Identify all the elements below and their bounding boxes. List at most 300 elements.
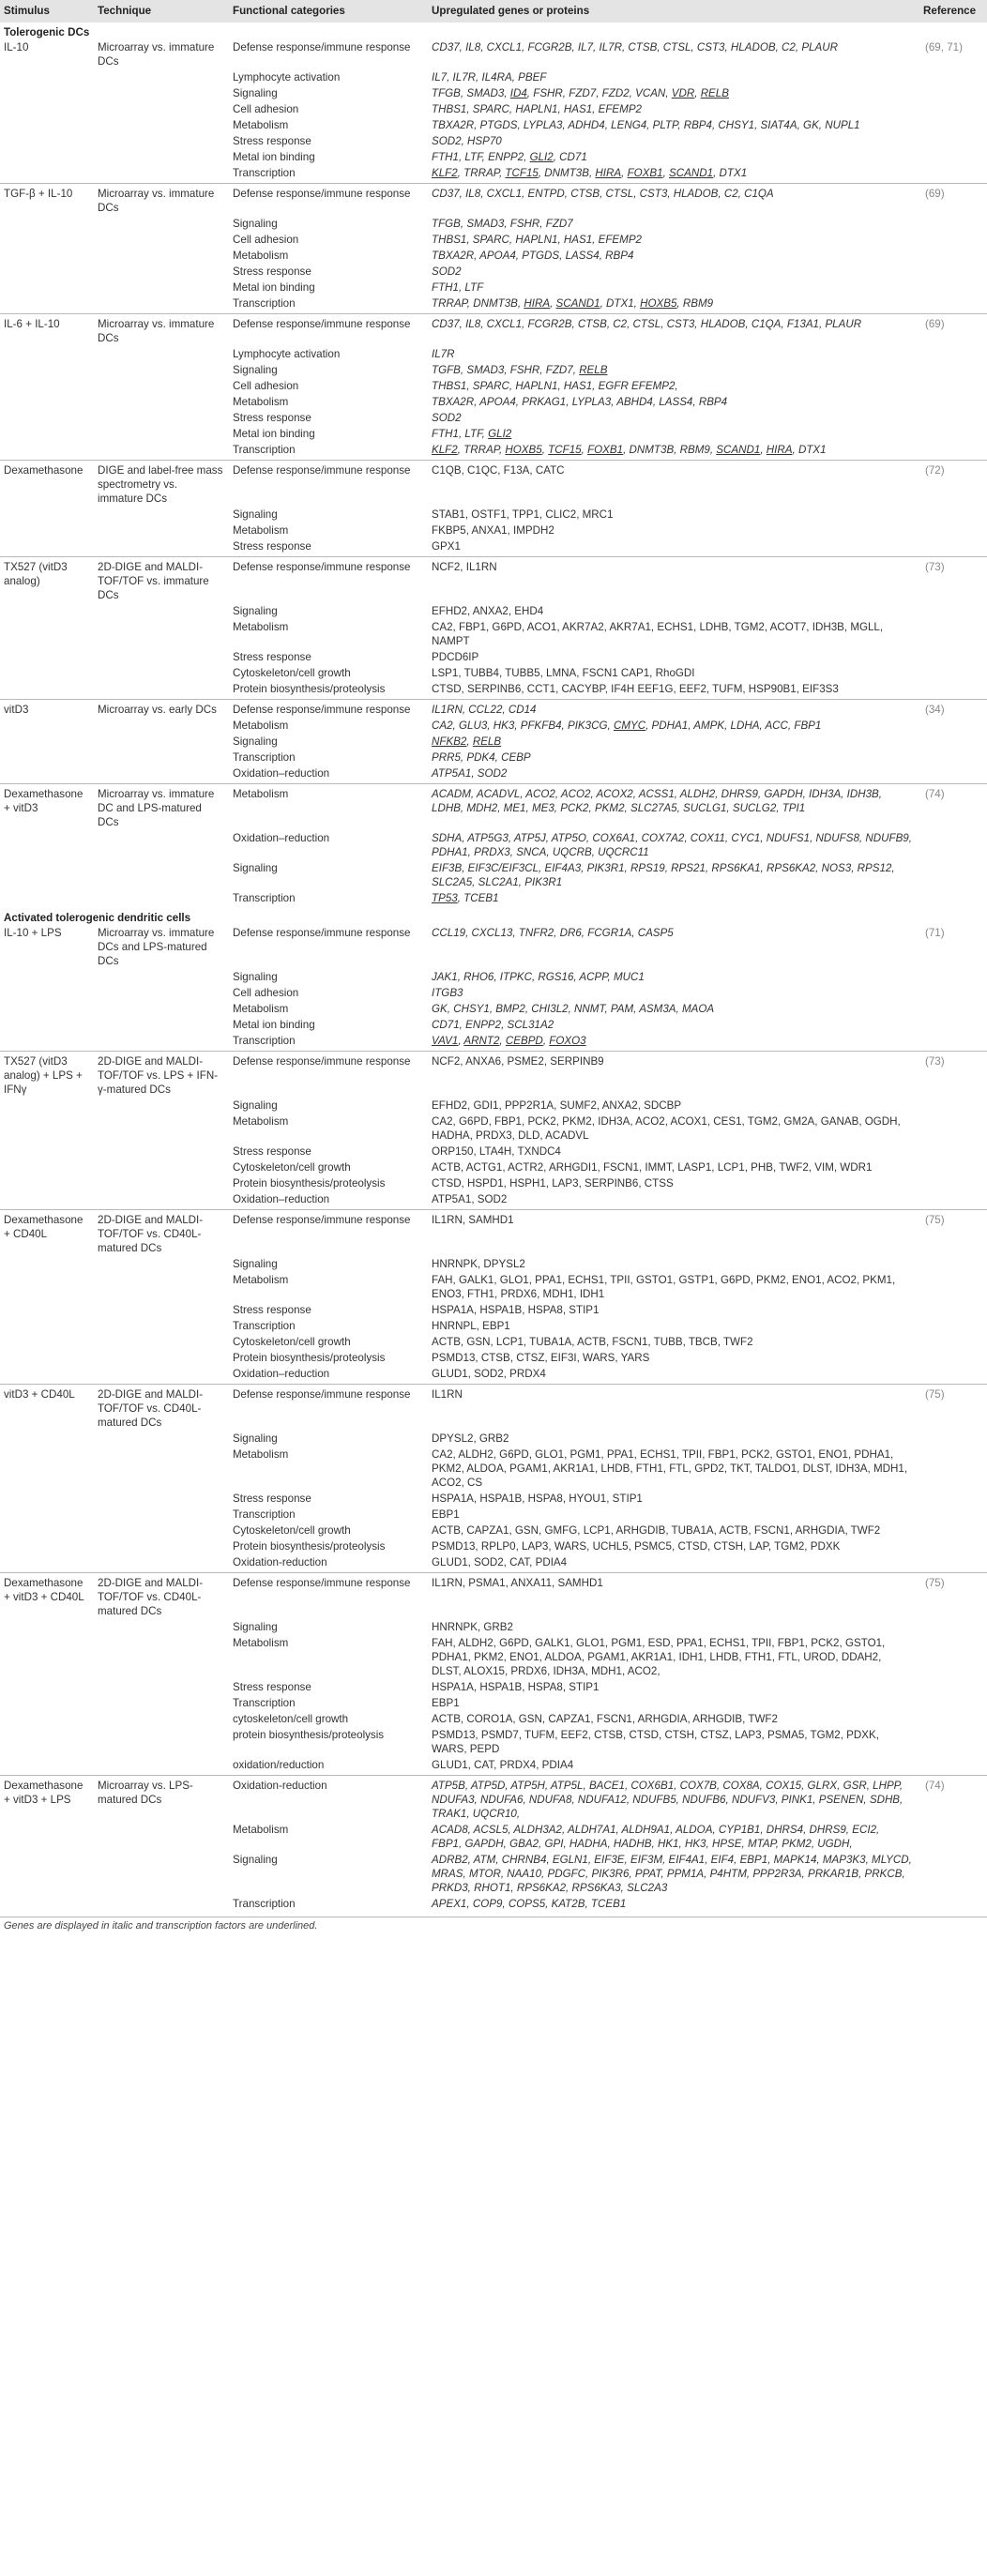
empty-cell: [0, 681, 94, 700]
reference-cell: (73): [916, 557, 987, 604]
genes-cell: FTH1, LTF, ENPP2, GLI2, CD71: [432, 151, 587, 163]
empty-cell: [916, 1175, 987, 1191]
table-row: [0, 1098, 987, 1114]
genes-cell: HSPA1A, HSPA1B, HSPA8, STIP1: [432, 1681, 600, 1693]
empty-cell: [0, 362, 94, 378]
category-cell: Signaling: [233, 1621, 278, 1633]
empty-cell: [0, 442, 94, 461]
genes-cell: ACTB, CORO1A, GSN, CAPZA1, FSCN1, ARHGDIA, ARHGDIB, TWF2: [432, 1713, 778, 1725]
category-cell: Transcription: [233, 297, 296, 310]
genes-cell: TP53, TCEB1: [432, 892, 499, 904]
technique-cell: Microarray vs. immature DCs: [94, 184, 229, 217]
empty-cell: [0, 1272, 94, 1302]
table-row: [0, 1350, 987, 1366]
category-cell: Transcription: [233, 167, 296, 179]
empty-cell: [916, 1447, 987, 1491]
empty-cell: [94, 734, 229, 750]
category-cell: Signaling: [233, 735, 278, 748]
empty-cell: [0, 1366, 94, 1385]
genes-cell: ATP5A1, SOD2: [432, 1193, 508, 1205]
empty-cell: [916, 295, 987, 314]
empty-cell: [94, 1619, 229, 1635]
empty-cell: [94, 603, 229, 619]
category-cell: Signaling: [233, 605, 278, 617]
empty-cell: [0, 1114, 94, 1144]
empty-cell: [0, 346, 94, 362]
empty-cell: [916, 860, 987, 890]
table-row: [0, 681, 987, 700]
table-row: [0, 117, 987, 133]
genes-cell: CTSD, HSPD1, HSPH1, LAP3, SERPINB6, CTSS: [432, 1177, 674, 1190]
category-cell: Stress response: [233, 1304, 311, 1316]
genes-cell: IL7R: [432, 348, 455, 360]
technique-cell: 2D-DIGE and MALDI-TOF/TOF vs. LPS + IFN-γ-matured DCs: [94, 1052, 229, 1099]
empty-cell: [94, 1175, 229, 1191]
stimulus-cell: IL-6 + IL-10: [0, 314, 94, 347]
genes-cell: TFGB, SMAD3, ID4, FSHR, FZD7, FZD2, VCAN, VDR, RELB: [432, 87, 729, 99]
empty-cell: [916, 410, 987, 426]
section-row: [0, 23, 987, 39]
genes-cell: IL1RN, CCL22, CD14: [428, 700, 916, 719]
category-cell: Transcription: [233, 892, 296, 904]
empty-cell: [916, 426, 987, 442]
category-cell: Defense response/immune response: [229, 557, 428, 604]
transcription-factor: HIRA: [766, 444, 793, 456]
empty-cell: [0, 603, 94, 619]
empty-cell: [0, 734, 94, 750]
empty-cell: [916, 750, 987, 765]
category-cell: Stress response: [233, 651, 311, 663]
empty-cell: [94, 442, 229, 461]
genes-cell: FAH, ALDH2, G6PD, GALK1, GLO1, PGM1, ESD, PPA1, ECHS1, TPII, FBP1, PCK2, GSTO1, PDHA1, PKM2, ENO1, ALDOA, PGAM1, AKR1A1, IDH1, LHDB, FTH1, FTL, UROD, DDAH2, DLST, ALOX15, PRDX6, IDH3A, MDH1, ACO2,: [432, 1637, 886, 1677]
empty-cell: [94, 1114, 229, 1144]
technique-cell: 2D-DIGE and MALDI-TOF/TOF vs. CD40L-matured DCs: [94, 1385, 229, 1432]
genes-cell: EIF3B, EIF3C/EIF3CL, EIF4A3, PIK3R1, RPS19, RPS21, RPS6KA1, RPS6KA2, NOS3, RPS12, SLC2A5, SLC2A1, PIK3R1: [432, 862, 895, 888]
empty-cell: [94, 681, 229, 700]
transcription-factor: NFKB2: [432, 735, 467, 748]
category-cell: Signaling: [233, 862, 278, 874]
empty-cell: [916, 1318, 987, 1334]
table-row: [0, 101, 987, 117]
empty-cell: [94, 830, 229, 860]
category-cell: Metal ion binding: [233, 281, 315, 294]
empty-cell: [916, 1350, 987, 1366]
empty-cell: [94, 85, 229, 101]
genes-cell: TBXA2R, APOA4, PRKAG1, LYPLA3, ABHD4, LASS4, RBP4: [432, 396, 728, 408]
genes-cell: CA2, ALDH2, G6PD, GLO1, PGM1, PPA1, ECHS1, TPII, FBP1, PCK2, GSTO1, ENO1, PDHA1, PKM2, ALDOA, PGAM1, AKR1A1, LHDB, FTH1, FTL, GPD2, TKT, TALDO1, DLST, IDH3A, MDH1, ACO2, CS: [432, 1448, 908, 1489]
table-row: [0, 700, 987, 719]
empty-cell: [94, 232, 229, 248]
empty-cell: [916, 1098, 987, 1114]
table-row: [0, 216, 987, 232]
transcription-factor: HIRA: [524, 297, 551, 310]
empty-cell: [916, 681, 987, 700]
section-row: [0, 908, 987, 925]
empty-cell: [0, 538, 94, 557]
empty-cell: [916, 1017, 987, 1033]
transcription-factor: TCF15: [505, 167, 539, 179]
category-cell: Defense response/immune response: [233, 927, 411, 939]
genes-cell: HNRNPK, DPYSL2: [432, 1258, 525, 1270]
category-cell: Signaling: [233, 1854, 278, 1866]
transcription-factor: SCAND1: [669, 167, 714, 179]
empty-cell: [916, 101, 987, 117]
empty-cell: [94, 1159, 229, 1175]
genes-cell: ATP5B, ATP5D, ATP5H, ATP5L, BACE1, COX6B1, COX7B, COX8A, COX15, GLRX, GSR, LHPP, NDUFA3, NDUFA6, NDUFA8, NDUFA12, NDUFB5, NDUFB6, NDUFV3, PINK1, PSENEN, SDHB, TRAK1, UQCR10,: [428, 1776, 916, 1823]
category-cell: Cell adhesion: [233, 380, 299, 392]
empty-cell: [916, 1144, 987, 1159]
empty-cell: [0, 85, 94, 101]
table-row: [0, 1017, 987, 1033]
empty-cell: [916, 165, 987, 184]
empty-cell: [916, 1491, 987, 1507]
empty-cell: [94, 1538, 229, 1554]
empty-cell: [0, 1679, 94, 1695]
empty-cell: [0, 133, 94, 149]
header-stimulus: Stimulus: [0, 0, 94, 23]
empty-cell: [0, 1711, 94, 1727]
empty-cell: [916, 507, 987, 523]
category-cell: Metabolism: [233, 1637, 289, 1649]
empty-cell: [0, 1318, 94, 1334]
genes-cell: EFHD2, ANXA2, EHD4: [432, 605, 544, 617]
table-row: [0, 765, 987, 784]
empty-cell: [916, 649, 987, 665]
category-cell: Signaling: [233, 1258, 278, 1270]
empty-cell: [916, 1679, 987, 1695]
technique-cell: Microarray vs. immature DCs: [94, 314, 229, 347]
transcription-factor: SCAND1: [716, 444, 761, 456]
genes-cell: ADRB2, ATM, CHRNB4, EGLN1, EIF3E, EIF3M, EIF4A1, EIF4, EBP1, MAPK14, MAP3K3, MLYCD, MRAS, MTOR, NAA10, PDGFC, PIK3R6, PPAT, PPM1A, P4HTM, PPP2R3A, PRKAR1B, PRKCB, PRKD3, RHOT1, RPS6KA2, RPS6KA3, SLC2A3: [432, 1854, 912, 1894]
table-row: [0, 69, 987, 85]
genes-cell: ATP5A1, SOD2: [432, 767, 508, 780]
table-row: [0, 860, 987, 890]
category-cell: Metal ion binding: [233, 1019, 315, 1031]
empty-cell: [94, 362, 229, 378]
header-reference: Reference: [916, 0, 987, 23]
empty-cell: [94, 295, 229, 314]
genes-cell: PSMD13, CTSB, CTSZ, EIF3I, WARS, YARS: [432, 1352, 650, 1364]
empty-cell: [94, 1191, 229, 1210]
genes-cell: HSPA1A, HSPA1B, HSPA8, HYOU1, STIP1: [432, 1493, 643, 1505]
empty-cell: [94, 1852, 229, 1896]
empty-cell: [0, 232, 94, 248]
stimulus-cell: Dexamethasone + CD40L: [0, 1210, 94, 1257]
category-cell: Stress response: [233, 1681, 311, 1693]
category-cell: Oxidation–reduction: [233, 1368, 330, 1380]
table-row: [0, 378, 987, 394]
header-upregulated-genes: Upregulated genes or proteins: [428, 0, 916, 23]
empty-cell: [94, 1001, 229, 1017]
empty-cell: [916, 232, 987, 248]
empty-cell: [0, 117, 94, 133]
transcription-factor: TCF15: [548, 444, 582, 456]
category-cell: Stress response: [233, 265, 311, 278]
transcription-factor: FOXB1: [587, 444, 624, 456]
genes-cell: GLUD1, CAT, PRDX4, PDIA4: [432, 1759, 574, 1771]
category-cell: Oxidation–reduction: [233, 832, 330, 844]
empty-cell: [94, 538, 229, 557]
empty-cell: [94, 890, 229, 908]
genes-cell: CA2, G6PD, FBP1, PCK2, PKM2, IDH3A, ACO2, ACOX1, CES1, TGM2, GM2A, GANAB, OGDH, HADHA, PRDX3, DLD, ACADVL: [432, 1115, 901, 1142]
table-row: [0, 1159, 987, 1175]
genes-cell: KLF2, TRRAP, TCF15, DNMT3B, HIRA, FOXB1, SCAND1, DTX1: [432, 167, 748, 179]
empty-cell: [94, 117, 229, 133]
genes-cell: SOD2: [432, 265, 462, 278]
empty-cell: [0, 426, 94, 442]
genes-cell: PSMD13, PSMD7, TUFM, EEF2, CTSB, CTSD, CTSH, CTSZ, LAP3, PSMA5, TGM2, PDXK, WARS, PEPD: [432, 1729, 879, 1755]
technique-cell: Microarray vs. immature DCs: [98, 41, 215, 68]
genes-cell: GPX1: [432, 540, 461, 553]
empty-cell: [916, 603, 987, 619]
empty-cell: [916, 1711, 987, 1727]
header-row: [0, 0, 987, 23]
empty-cell: [916, 1159, 987, 1175]
category-cell: Defense response/immune response: [229, 1385, 428, 1432]
empty-cell: [916, 734, 987, 750]
empty-cell: [916, 1001, 987, 1017]
genes-cell: GLUD1, SOD2, CAT, PDIA4: [432, 1556, 568, 1568]
table-row: [0, 619, 987, 649]
empty-cell: [916, 264, 987, 280]
table-row: [0, 149, 987, 165]
empty-cell: [916, 1619, 987, 1635]
category-cell: Oxidation-reduction: [229, 1776, 428, 1823]
table-row: [0, 346, 987, 362]
empty-cell: [94, 426, 229, 442]
genes-cell: SOD2, HSP70: [432, 135, 502, 147]
empty-cell: [0, 750, 94, 765]
empty-cell: [94, 1017, 229, 1033]
empty-cell: [0, 1554, 94, 1573]
empty-cell: [0, 1507, 94, 1523]
table-row: [0, 969, 987, 985]
table-row: [0, 264, 987, 280]
empty-cell: [94, 665, 229, 681]
genes-cell: CA2, GLU3, HK3, PFKFB4, PIK3CG, CMYC, PDHA1, AMPK, LDHA, ACC, FBP1: [432, 720, 822, 732]
table-row: [0, 280, 987, 295]
table-row: [0, 1776, 987, 1823]
empty-cell: [916, 1431, 987, 1447]
category-cell: Transcription: [233, 1508, 296, 1521]
empty-cell: [916, 1538, 987, 1554]
transcription-factor: RELB: [700, 87, 729, 99]
table-row: [0, 1538, 987, 1554]
empty-cell: [0, 1159, 94, 1175]
empty-cell: [94, 507, 229, 523]
empty-cell: [0, 1175, 94, 1191]
genes-cell: ORP150, LTA4H, TXNDC4: [432, 1145, 561, 1158]
table-row: [0, 248, 987, 264]
empty-cell: [916, 1256, 987, 1272]
transcription-factor: RELB: [579, 364, 608, 376]
table-row: [0, 1210, 987, 1257]
stimulus-cell: Dexamethasone + vitD3 + CD40L: [0, 1573, 94, 1620]
empty-cell: [94, 149, 229, 165]
empty-cell: [916, 378, 987, 394]
genes-cell: IL1RN, PSMA1, ANXA11, SAMHD1: [428, 1573, 916, 1620]
reference-cell: (75): [916, 1385, 987, 1432]
genes-cell: IL1RN: [428, 1385, 916, 1432]
empty-cell: [94, 346, 229, 362]
empty-cell: [0, 523, 94, 538]
empty-cell: [94, 1727, 229, 1757]
reference-cell: (34): [916, 700, 987, 719]
empty-cell: [0, 1431, 94, 1447]
reference-cell: (72): [916, 461, 987, 508]
empty-cell: [0, 1447, 94, 1491]
empty-cell: [916, 1334, 987, 1350]
category-cell: Stress response: [233, 540, 311, 553]
table-row: [0, 507, 987, 523]
category-cell: Protein biosynthesis/proteolysis: [233, 683, 386, 695]
empty-cell: [916, 1822, 987, 1852]
empty-cell: [94, 394, 229, 410]
empty-cell: [94, 523, 229, 538]
category-cell: Metabolism: [229, 784, 428, 831]
empty-cell: [94, 1098, 229, 1114]
empty-cell: [0, 394, 94, 410]
table-row: [0, 1822, 987, 1852]
genes-cell: CA2, FBP1, G6PD, ACO1, AKR7A2, AKR7A1, ECHS1, LDHB, TGM2, ACOT7, IDH3B, MGLL, NAMPT: [432, 621, 884, 647]
reference-cell: (74): [916, 784, 987, 831]
empty-cell: [0, 1350, 94, 1366]
technique-cell: Microarray vs. early DCs: [94, 700, 229, 719]
empty-cell: [0, 1256, 94, 1272]
category-cell: Defense response/immune response: [233, 41, 411, 53]
table-row: [0, 1447, 987, 1491]
table-row: [0, 1114, 987, 1144]
empty-cell: [94, 985, 229, 1001]
empty-cell: [0, 1334, 94, 1350]
transcription-factor: SCAND1: [555, 297, 600, 310]
table-row: [0, 830, 987, 860]
table-row: [0, 750, 987, 765]
table-row: [0, 557, 987, 604]
empty-cell: [916, 718, 987, 734]
empty-cell: [94, 101, 229, 117]
empty-cell: [0, 165, 94, 184]
table-row: [0, 39, 987, 69]
empty-cell: [916, 1896, 987, 1914]
genes-cell: IL7, IL7R, IL4RA, PBEF: [432, 71, 547, 83]
genes-cell: CD37, IL8, CXCL1, ENTPD, CTSB, CTSL, CST3, HLADOB, C2, C1QA: [428, 184, 916, 217]
empty-cell: [916, 362, 987, 378]
category-cell: protein biosynthesis/proteolysis: [233, 1729, 385, 1741]
genes-cell: STAB1, OSTF1, TPP1, CLIC2, MRC1: [432, 508, 614, 521]
table-row: [0, 1052, 987, 1099]
category-cell: Cytoskeleton/cell growth: [233, 1161, 351, 1174]
empty-cell: [94, 165, 229, 184]
category-cell: Metabolism: [233, 119, 289, 131]
empty-cell: [94, 133, 229, 149]
empty-cell: [916, 1523, 987, 1538]
table-row: [0, 1144, 987, 1159]
empty-cell: [94, 1366, 229, 1385]
empty-cell: [0, 1619, 94, 1635]
empty-cell: [94, 1822, 229, 1852]
category-cell: Stress response: [233, 135, 311, 147]
genes-cell: GLUD1, SOD2, PRDX4: [432, 1368, 546, 1380]
table-row: [0, 1302, 987, 1318]
transcription-factor: TP53: [432, 892, 458, 904]
empty-cell: [0, 69, 94, 85]
category-cell: Defense response/immune response: [229, 461, 428, 508]
transcription-factor: KLF2: [432, 167, 458, 179]
empty-cell: [0, 1017, 94, 1033]
empty-cell: [94, 248, 229, 264]
empty-cell: [0, 1538, 94, 1554]
empty-cell: [0, 1144, 94, 1159]
empty-cell: [916, 149, 987, 165]
stimulus-cell: vitD3: [0, 700, 94, 719]
category-cell: Defense response/immune response: [229, 1573, 428, 1620]
empty-cell: [94, 1554, 229, 1573]
empty-cell: [0, 765, 94, 784]
category-cell: Oxidation-reduction: [233, 1556, 327, 1568]
empty-cell: [916, 619, 987, 649]
table-row: [0, 1679, 987, 1695]
category-cell: Defense response/immune response: [229, 184, 428, 217]
empty-cell: [916, 346, 987, 362]
empty-cell: [0, 1822, 94, 1852]
genes-cell: ACAD8, ACSL5, ALDH3A2, ALDH7A1, ALDH9A1, ALDOA, CYP1B1, DHRS4, DHRS9, ECI2, FBP1, GAPDH, GBA2, GPI, HADHA, HADHB, HK1, HK3, HPSE, MTAP, PKM2, UGDH,: [432, 1824, 880, 1850]
empty-cell: [916, 1727, 987, 1757]
genes-cell: C1QB, C1QC, F13A, CATC: [428, 461, 916, 508]
table-row: [0, 1896, 987, 1914]
empty-cell: [916, 85, 987, 101]
empty-cell: [94, 378, 229, 394]
empty-cell: [0, 1695, 94, 1711]
genes-cell: NCF2, ANXA6, PSME2, SERPINB9: [428, 1052, 916, 1099]
empty-cell: [0, 1635, 94, 1679]
table-row: [0, 85, 987, 101]
empty-cell: [0, 860, 94, 890]
table-row: [0, 410, 987, 426]
category-cell: Protein biosynthesis/proteolysis: [233, 1352, 386, 1364]
empty-cell: [0, 1001, 94, 1017]
empty-cell: [94, 1491, 229, 1507]
table-row: [0, 1001, 987, 1017]
empty-cell: [94, 750, 229, 765]
empty-cell: [916, 216, 987, 232]
genes-cell: NCF2, IL1RN: [428, 557, 916, 604]
table-row: [0, 394, 987, 410]
genes-cell: KLF2, TRRAP, HOXB5, TCF15, FOXB1, DNMT3B, RBM9, SCAND1, HIRA, DTX1: [432, 444, 827, 456]
stimulus-cell: Dexamethasone + vitD3 + LPS: [0, 1776, 94, 1823]
genes-cell: FAH, GALK1, GLO1, PPA1, ECHS1, TPII, GSTO1, GSTP1, G6PD, PKM2, ENO1, ACO2, PKM1, ENO3, FTH1, PRDX6, MDH1, IDH1: [432, 1274, 896, 1300]
table-row: [0, 665, 987, 681]
category-cell: Metabolism: [233, 1274, 289, 1286]
header-functional-categories: Functional categories: [229, 0, 428, 23]
empty-cell: [916, 1757, 987, 1776]
category-cell: Cytoskeleton/cell growth: [233, 667, 351, 679]
table-row: [0, 1757, 987, 1776]
empty-cell: [0, 507, 94, 523]
category-cell: Protein biosynthesis/proteolysis: [233, 1177, 386, 1190]
genes-cell: ACADM, ACADVL, ACO2, ACO2, ACOX2, ACSS1, ALDH2, DHRS9, GAPDH, IDH3A, IDH3B, LDHB, MDH2, ME1, ME3, PCK2, PKM2, SLC27A5, SUCLG1, SUCLG2, TPI1: [428, 784, 916, 831]
empty-cell: [916, 1191, 987, 1210]
technique-cell: Microarray vs. immature DCs and LPS-matured DCs: [98, 927, 215, 967]
empty-cell: [94, 264, 229, 280]
table-row: [0, 1695, 987, 1711]
category-cell: Metal ion binding: [233, 428, 315, 440]
stimulus-cell: Dexamethasone + vitD3: [0, 784, 94, 831]
genes-cell: EBP1: [432, 1697, 460, 1709]
table-row: [0, 1431, 987, 1447]
genes-cell: ITGB3: [432, 987, 463, 999]
reference-cell: (74): [916, 1776, 987, 1823]
